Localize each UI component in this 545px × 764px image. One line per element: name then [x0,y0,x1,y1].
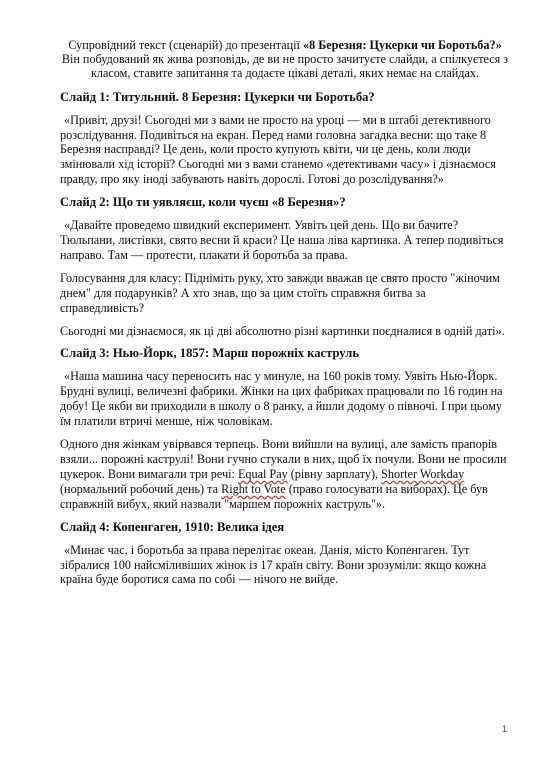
slide-4-heading: Слайд 4: Копенгаген, 1910: Велика ідея [60,519,285,534]
slide-2-paragraph-3: Сьогодні ми дізнаємося, як ці дві абсолютно різні картинки поєдналися в одній даті». [60,323,505,338]
document-body [60,38,510,595]
slide-3-text-b: (рівну зарплату), [287,466,382,481]
shorter-workday-term: Shorter Workday [381,466,465,481]
slide-3-paragraph-1: «Наша машина часу переносить нас у минуле, на 160 років тому. Уявіть Нью-Йорк. Брудні вулиці, величезні фабрики. Жінки на цих фабриках працювали по 16 годин на добу! Це якби ви приходили в школу о 8 ранку, а йшли додому о півночі. І при цьому їм платили втричі менше, ніж чоловікам. [60,369,503,429]
slide-2-heading: Слайд 2: Що ти уявляєш, коли чуєш «8 Березня»? [60,195,346,210]
slide-3-text-d: (право голосувати на виборах). Це був справжній вибух, який назвали "маршем порожніх каструль"». [60,481,488,511]
slide-3-text-a: Одного дня жінкам увірвався терпець. Вони вийшли на вулиці, але замість прапорів взяли... порожні каструлі! Вони гучно стукали в них, щоб їх почули. Вони не просили цукерок. Вони вимагали три речі: [60,437,507,481]
slide-3-paragraph-2 [60,437,510,512]
slide-1-paragraph: «Привіт, друзі! Сьогодні ми з вами не просто на уроці — ми в штабі детективного розслідування. Подивіться на екран. Перед нами головна загадка весни: що таке 8 Березня насправді? Це день, коли просто купують квіти, чи це день, коли люди змінювали хід історії? Сьогодні ми з вами станемо «детективами часу» і дізнаємося правду, про яку іноді забувають навіть дорослі. Готові до розслідування?» [60,112,496,187]
page-number: 1 [502,724,508,734]
slide-4-paragraph: «Минає час, і боротьба за права перелітає океан. Данія, місто Копенгаген. Тут зібралися 100 найсміливіших жінок із 17 країн світу. Вони зрозуміли: якщо кожна країна буде боротися сама по собі — нічого не вийде. [60,542,487,587]
intro-suffix: Він побудований як жива розповідь, де ви не просто зачитуєте слайди, а спілкуєтеся з класом, ставите запитання та додаєте цікаві деталі, яких немає на слайдах. [61,52,509,81]
equal-pay-term: Equal Pay [237,466,288,481]
slide-2-paragraph-2: Голосування для класу: Підніміть руку, хто завжди вважав це свято просто "жіночим днем" для подарунків? А хто знав, що за цим стоїть справжня битва за справедливість? [60,270,500,315]
intro-prefix: Супровідний текст (сценарій) до презентації [68,38,303,52]
slide-3-text-c: (нормальний робочий день) та [60,481,222,496]
intro-paragraph [60,38,510,81]
intro-title: «8 Березня: Цукерки чи Боротьба?» [302,38,502,52]
right-to-vote-term: Right to Vote [221,481,286,496]
slide-2-paragraph-1: «Давайте проведемо швидкий експеримент. Уявіть цей день. Що ви бачите? Тюльпани, листівки, свято весни й краси? Це наша ліва картинка. А тепер подивіться направо. Там — протести, плакати й боротьба за права. [60,218,504,262]
slide-1-heading: Слайд 1: Титульний. 8 Березня: Цукерки чи Боротьба? [60,89,375,104]
slide-3-heading: Слайд 3: Нью-Йорк, 1857: Марш порожніх каструль [60,346,360,361]
